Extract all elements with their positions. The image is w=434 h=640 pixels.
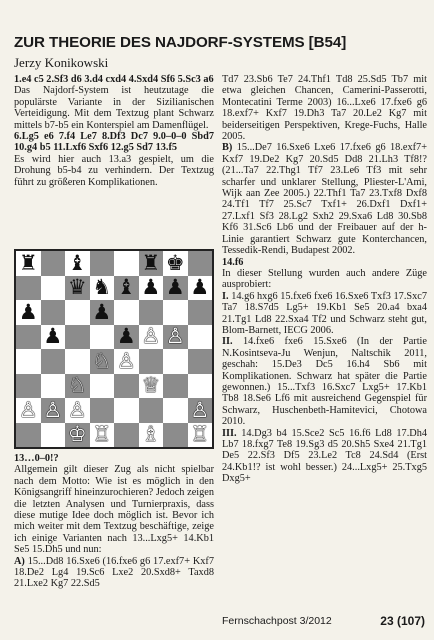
board-square [188, 251, 213, 276]
variation-label: III. [222, 427, 237, 439]
chess-board [14, 249, 214, 449]
board-square [65, 374, 90, 399]
paragraph: Das Najdorf-System ist heutzutage die populärste Variante in der Sizilianischen Verteidigung. Mit dem Textzug plant Schwarz mittels b7-b5 ein Konterspiel am Damenflügel. [14, 85, 214, 131]
black-pawn-icon: ♟ [43, 324, 63, 349]
board-square [41, 276, 66, 301]
board-square [163, 251, 188, 276]
black-knight-icon: ♞ [92, 275, 112, 300]
white-pawn-icon: ♙ [18, 397, 38, 422]
board-square [188, 300, 213, 325]
board-square [90, 251, 115, 276]
board-square [139, 374, 164, 399]
board-square [41, 423, 66, 448]
board-square [65, 325, 90, 350]
variation-label: II. [222, 336, 233, 348]
white-knight-icon: ♘ [92, 348, 112, 373]
board-square [16, 398, 41, 423]
black-pawn-icon: ♟ [18, 299, 38, 324]
board-square [41, 251, 66, 276]
white-pawn-icon: ♙ [116, 348, 136, 373]
variation-text: 14.fxe6 fxe6 15.Sxe6 (In der Partie N.Kosintseva-Ju Wenjun, Naltschik 2011, geschah: 15.De3 Dc5 16.h4 Sb6 mit Komplikationen. Schwarz hat später die Partie gewonnen.) 15...Txf3 16.Sxc7 Lxg5+ 17.Kb1 Tb8 18.Se6 Lf6 mit ausreichend Gegenspiel für Schwarz, Huschenbeth-Hamitevici, Chotowa 2010. [222, 336, 427, 428]
board-square [16, 300, 41, 325]
board-square [188, 374, 213, 399]
board-square [90, 374, 115, 399]
board-square [139, 300, 164, 325]
board-square [188, 276, 213, 301]
board-square [41, 349, 66, 374]
white-rook-icon: ♖ [190, 422, 210, 447]
variation-label: I. [222, 290, 229, 302]
black-pawn-icon: ♟ [116, 324, 136, 349]
left-column [14, 74, 214, 188]
move-sequence: 13…0–0!? [14, 453, 59, 464]
board-square [163, 398, 188, 423]
board-square [188, 325, 213, 350]
white-pawn-icon: ♙ [190, 397, 210, 422]
white-queen-icon: ♕ [141, 373, 161, 398]
board-square [163, 276, 188, 301]
white-knight-icon: ♘ [67, 373, 87, 398]
variation-text: 15...De7 16.Sxe6 Lxe6 17.fxe6 g6 18.exf7+ Kxf7 19.De2 Kg7 20.Sd5 Dd8 21.Lh3 Tf8!? (21...Ta7 22.Thg1 Tf7 23.Le6 Tf3 mit sehr scharfer und unklarer Stellung, Pliester-L'Ami, Wijk aan Zee 2005.) 22.Thf1 Ta7 23.Txf8 Dxf8 24.Tf1 Tf7 25.Sc7 Txf1+ 26.Dxf1 Dxf1+ 27.Lxf1 Sf3 28.Lg2 Sxh2 29.Sxa6 Ld8 30.Sb8 Kf6 31.Sc6 Lb6 und der Freibauer auf der h-Linie garantiert Schwarz gute Konterchancen, Tessedik-Rendi, Budapest 2002. [222, 142, 428, 257]
board-square [16, 423, 41, 448]
board-square [139, 349, 164, 374]
board-square [114, 325, 139, 350]
paragraph: In dieser Stellung wurden auch andere Züge ausprobiert: [222, 267, 427, 291]
white-pawn-icon: ♙ [165, 324, 185, 349]
white-bishop-icon: ♗ [141, 422, 161, 447]
board-square [139, 423, 164, 448]
paragraph [222, 428, 427, 485]
board-square [163, 349, 188, 374]
board-square [41, 374, 66, 399]
black-bishop-icon: ♝ [116, 275, 136, 300]
move-heading: 14.f6 [222, 256, 244, 268]
black-bishop-icon: ♝ [67, 250, 87, 275]
right-column [222, 74, 427, 485]
board-square [90, 349, 115, 374]
board-square [163, 325, 188, 350]
board-square [41, 398, 66, 423]
black-pawn-icon: ♟ [141, 275, 161, 300]
board-square [90, 423, 115, 448]
board-square [65, 300, 90, 325]
black-pawn-icon: ♟ [92, 299, 112, 324]
board-square [139, 398, 164, 423]
variation-text: 14.Dg3 b4 15.Sce2 Sc5 16.f6 Ld8 17.Dh4 Lb7 18.fxg7 Te8 19.Sg3 d5 20.Sh5 Sxe4 21.Tg1 De5 22.Sf3 Df5 23.Le2 Tc8 24.Sd4 (Erst 24.Kb1!? ist wohl besser.) 24...Lxg5+ 25.Txg5 Dxg5+ [222, 427, 427, 485]
black-king-icon: ♚ [165, 250, 185, 275]
board-square [16, 374, 41, 399]
board-square [139, 325, 164, 350]
paragraph: Es wird hier auch 13.a3 gespielt, um die Drohung b5-b4 zu verhindern. Der Textzug führt zu größeren Komplikationen. [14, 153, 214, 188]
board-square [114, 349, 139, 374]
board-square [65, 251, 90, 276]
move-sequence: 1.e4 c5 2.Sf3 d6 3.d4 cxd4 4.Sxd4 Sf6 5.Sc3 a6 [14, 74, 214, 85]
black-pawn-icon: ♟ [165, 275, 185, 300]
white-king-icon: ♔ [67, 422, 87, 447]
left-column-lower [14, 453, 214, 590]
board-square [114, 423, 139, 448]
publication-name: Fernschachpost 3/2012 [222, 615, 332, 627]
board-square [65, 398, 90, 423]
page-number: 23 (107) [380, 614, 425, 628]
move-sequence: 6.Lg5 e6 7.f4 Le7 8.Df3 Dc7 9.0–0–0 Sbd7 10.g4 b5 11.Lxf6 Sxf6 12.g5 Sd7 13.f5 [14, 131, 214, 154]
paragraph [14, 556, 214, 590]
paragraph [222, 257, 427, 268]
board-square [16, 276, 41, 301]
black-pawn-icon: ♟ [190, 275, 210, 300]
board-square [163, 300, 188, 325]
board-square [188, 423, 213, 448]
board-square [16, 325, 41, 350]
board-square [65, 276, 90, 301]
board-square [188, 349, 213, 374]
board-square [114, 251, 139, 276]
board-square [114, 276, 139, 301]
board-square [41, 325, 66, 350]
board-square [163, 423, 188, 448]
board-square [90, 398, 115, 423]
board-square [16, 251, 41, 276]
variation-label: B) [222, 142, 233, 154]
paragraph [14, 453, 214, 464]
board-square [90, 325, 115, 350]
chess-diagram [14, 249, 214, 449]
white-pawn-icon: ♙ [43, 397, 63, 422]
paragraph [14, 74, 214, 85]
paragraph [222, 291, 427, 337]
page-footer [222, 615, 427, 627]
board-square [90, 276, 115, 301]
white-pawn-icon: ♙ [67, 397, 87, 422]
author-name: Jerzy Konikowski [14, 55, 109, 70]
white-pawn-icon: ♙ [141, 324, 161, 349]
black-rook-icon: ♜ [141, 250, 161, 275]
paragraph [14, 131, 214, 154]
board-square [65, 423, 90, 448]
board-square [65, 349, 90, 374]
paragraph [222, 142, 427, 256]
black-rook-icon: ♜ [18, 250, 38, 275]
board-square [163, 374, 188, 399]
variation-text: 15...Dd8 16.Sxe6 (16.fxe6 g6 17.exf7+ Kxf7 18.De2 Lg4 19.Sc6 Lxe2 20.Sxd8+ Taxd8 21.Lxe2 Kg7 22.Sd5 [14, 555, 214, 590]
white-rook-icon: ♖ [92, 422, 112, 447]
board-square [114, 374, 139, 399]
board-square [41, 300, 66, 325]
paragraph [222, 336, 427, 427]
board-square [188, 398, 213, 423]
board-square [139, 276, 164, 301]
paragraph: Td7 23.Sb6 Te7 24.Thf1 Td8 25.Sd5 Tb7 mit etwa gleichen Chancen, Camerini-Passerotti, Montecatini Terme 2003) 16...Lxe6 17.fxe6 g6 18.exf7+ Kxf7 19.Dh3 Ta7 20.Le2 Kg7 mit beiderseitigen Perspektiven, Krege-Fuchs, Halle 2005. [222, 74, 427, 143]
board-square [16, 349, 41, 374]
board-square [114, 300, 139, 325]
black-queen-icon: ♛ [67, 275, 87, 300]
board-square [139, 251, 164, 276]
paragraph: Allgemein gilt dieser Zug als nicht spielbar nach dem Motto: Wie ist es möglich in den Königsangriff hineinzurochieren? Jedoch zeigen die letzten Analysen und Turnierpraxis, dass diese mutige Idee doch möglich ist. Bevor ich mich weiter mit dem Textzug beschäftige, zeige ich einige Varianten nach 13...Lxg5+ 14.Kb1 Se5 15.Dh5 und nun: [14, 464, 214, 556]
board-square [114, 398, 139, 423]
variation-text: 14.g6 hxg6 15.fxe6 fxe6 16.Sxe6 Txf3 17.Sxc7 Ta7 18.S7d5 Lg5+ 19.Kb1 Se5 20.a4 bxa4 21.Tg1 Ld8 22.Sxa4 Tf2 und Schwarz steht gut, Blom-Barnett, IECG 2006. [222, 290, 427, 336]
variation-label: A) [14, 555, 25, 567]
article-title: ZUR THEORIE DES NAJDORF-SYSTEMS [B54] [14, 34, 347, 51]
board-square [90, 300, 115, 325]
